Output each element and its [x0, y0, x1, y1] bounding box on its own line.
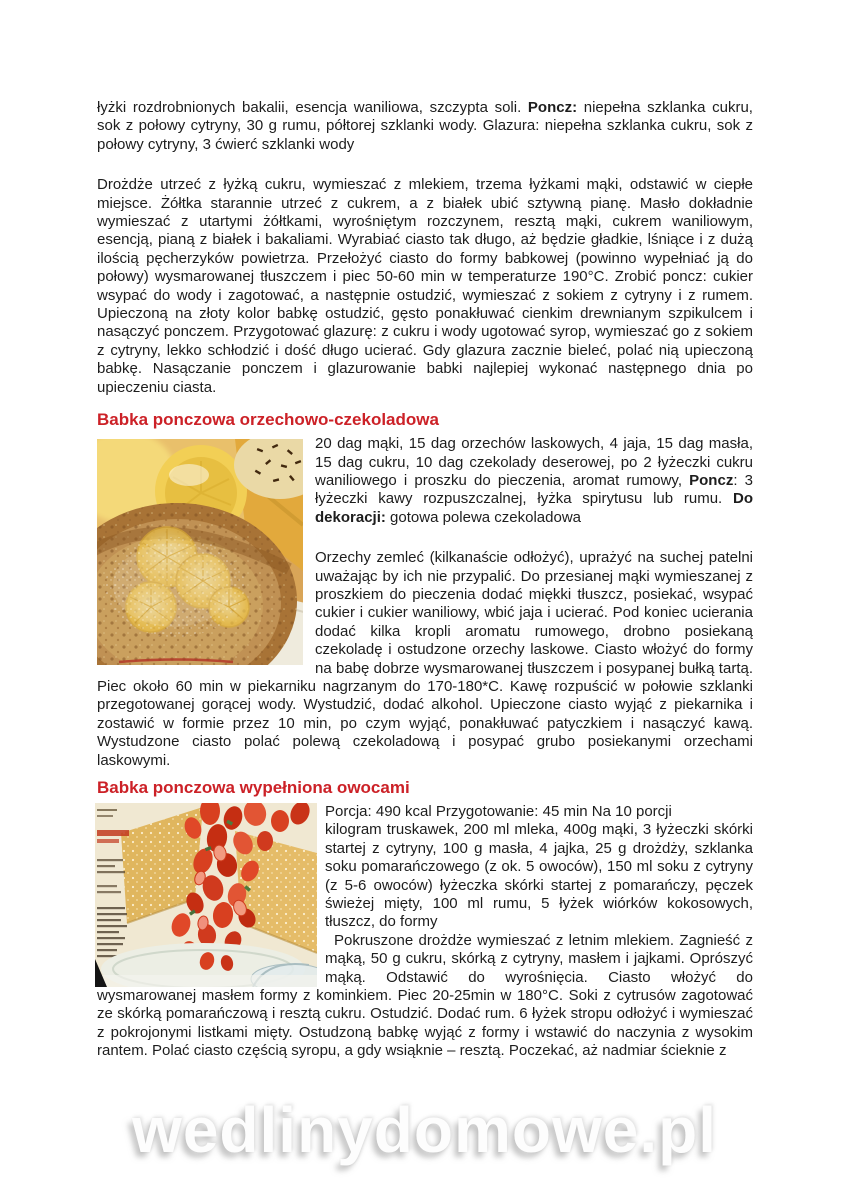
- watermark: wedlinydomowe.pl: [132, 1094, 717, 1166]
- recipe-2-heading: Babka ponczowa wypełniona owocami: [97, 778, 410, 797]
- recipe-2-info: Porcja: 490 kcal Przygotowanie: 45 min Na 10 porcji: [325, 803, 672, 820]
- tart-photo-illustration: [97, 439, 303, 665]
- recipe-2-method: Pokruszone drożdże wymieszać z letnim mlekiem. Zagnieść z mąką, 50 g cukru, skórką z cytryny, masłem i jajkami. Oprószyć mąką. Odstawić do wyrośnięcia. Ciasto włożyć do wysmarowanej masłem formy z kominkiem. Piec 20-25min w 180°C. Soki z cytrusów zagotować ze skórką pomarańczową i resztą cukru. Ostudzić. Dodać rum. 6 łyżek stropu odłożyć i wymieszać z pokrojonymi listkami mięty. Ostudzoną babkę wyjąć z formy i wstawić do naczynia z wysokim rantem. Polać ciasto częścią syropu, a gdy wsiąknie – resztą. Poczekać, aż nadmiar ścieknie z: [97, 931, 753, 1060]
- page-content: [97, 99, 753, 1061]
- babka-photo-illustration: [95, 803, 317, 987]
- recipe-2-photo: [95, 803, 317, 987]
- recipe-1-section: [97, 410, 753, 770]
- recipe-1-heading: Babka ponczowa orzechowo-czekoladowa: [97, 410, 439, 430]
- intro-paragraph-2: Drożdże utrzeć z łyżką cukru, wymieszać z mlekiem, trzema łyżkami mąki, odstawić w ciepłe miejsce. Żółtka starannie utrzeć z cukrem, a z białek ubić sztywną pianę. Masło dokładnie wymieszać z utartymi żółtkami, wyrośniętym rozczynem, resztą mąki, cukrem waniliowym, esencją, pianą z białek i bakaliami. Wyrabiać ciasto tak długo, aż będzie gładkie, lśniące i z dużą ilością pęcherzyków powietrza. Przełożyć ciasto do formy babkowej (powinno wypełniać ją do połowy) wysmarowanej tłuszczem i piec 50-60 min w temperaturze 190°C. Zrobić poncz: cukier wsypać do wody i zagotować, a następnie ostudzić, wymieszać z sokiem z cytryny i z rumem. Upieczoną na złoty kolor babkę ostudzić, gęsto ponakłuwać cienkim drewnianym szpikulcem i nasączyć ponczem. Przygotować glazurę: z cukru i wody ugotować syrop, wymieszać go z sokiem z cytryny, lekko schłodzić i dość długo ucierać. Gdy glazura zacznie bieleć, polać nią upieczoną babkę. Nasączanie ponczem i glazurowanie babki najlepiej wykonać następnego dnia po upieczeniu ciasta.: [97, 176, 753, 396]
- recipe-2-section: [97, 778, 753, 1061]
- recipe-1-photo: [97, 439, 303, 665]
- recipe-1-method: Orzechy zemleć (kilkanaście odłożyć), uprażyć na suchej patelni uważając by ich nie przypalić. Do przesianej mąki wymieszanej z proszkiem do pieczenia dodać miękki tłuszcz, posiekać, wsypać cukier i cukier waniliowy, wbić jaja i ucierać. Pod koniec ucierania dodać kilka kropli aromatu rumowego, drobno posiekaną czekoladę i ostudzone orzechy laskowe. Ciasto włożyć do formy na babę dobrze wysmarowanej tłuszczem i posypanej bułką tartą. Piec około 60 min w piekarniku nagrzanym do 170-180*C. Kawę rozpuścić w połowie szklanki przegotowanej gorącej wody. Wystudzić, dodać alkohol. Upieczone ciasto wyjąć z piekarnika i zostawić w formie przez 10 min, po czym wyjąć, ponakłuwać patyczkiem i nasączyć kawą. Wystudzone ciasto polać polewą czekoladową i posypać grubo posiekanymi orzechami laskowymi.: [97, 549, 753, 769]
- recipe-2-ingredients: kilogram truskawek, 200 ml mleka, 400g mąki, 3 łyżeczki skórki startej z cytryny, 100 g masła, 4 jajka, 25 g drożdży, szklanka soku pomarańczowego (z ok. 5 owoców), 150 ml soku z cytryny (z 5-6 owoców) łyżeczka skórki startej z pomarańczy, pęczek świeżej mięty, 100 ml rumu, 5 łyżek wiórków kokosowych, tłuszcz, do formy: [325, 821, 753, 931]
- recipe-1-ingredients: 20 dag mąki, 15 dag orzechów laskowych, 4 jaja, 15 dag masła, 15 dag cukru, 10 dag czekolady deserowej, po 2 łyżeczki cukru waniliowego i proszku do pieczenia, aromat rumowy, Poncz: 3 łyżeczki kawy rozpuszczalnej, łyżka spirytusu lub rumu. Do dekoracji: gotowa polewa czekoladowa: [315, 435, 753, 526]
- intro-paragraph-1: łyżki rozdrobnionych bakalii, esencja waniliowa, szczypta soli. Poncz: niepełna szklanka cukru, sok z połowy cytryny, 30 g rumu, półtorej szklanki wody. Glazura: niepełna szklanka cukru, sok z połowy cytryny, 3 ćwierć szklanki wody: [97, 99, 753, 153]
